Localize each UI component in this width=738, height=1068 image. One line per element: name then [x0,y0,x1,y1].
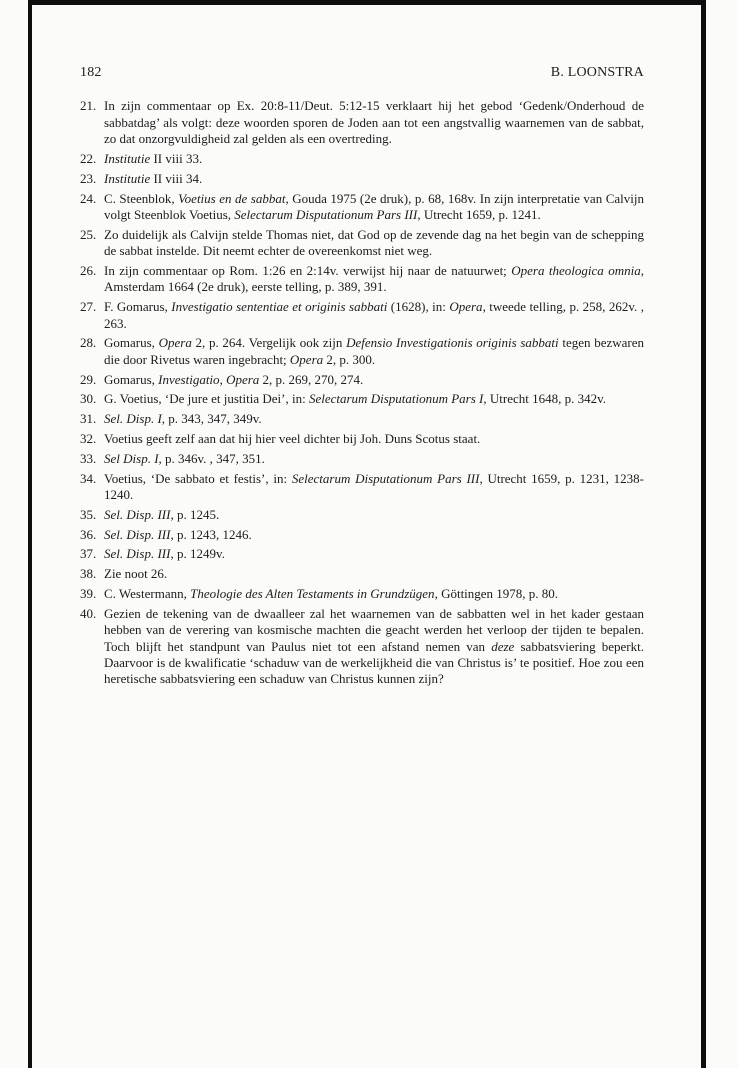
italic-run: Sel. Disp. III [104,546,171,562]
footnote [80,263,644,296]
footnote [80,507,644,523]
italic-run: Sel. Disp. I [104,411,162,427]
footnote-number: 40. [80,605,97,621]
running-head-author: B. LOONSTRA [550,65,644,80]
italic-run: Theologie des Alten Testaments in Grundzügen [190,586,435,601]
footnote [80,227,644,260]
footnote-text [104,263,644,296]
footnote-text [104,299,644,332]
text-run: sabbatsviering beperkt. Daarvoor is de kwalificatie ‘schaduw van de werkelijkheid die van Christus is’ te positief. Hoe zou een heretische sabbatsviering een schaduw van Christus kunnen zijn? [104,638,644,687]
footnote [80,335,644,368]
footnote-text [104,606,644,688]
text-run: , Göttingen 1978, p. 80. [434,586,559,601]
text-run: 2, p. 300. [323,351,376,367]
footnote-number: 23. [80,170,97,186]
footnote-text [104,586,644,602]
footnote-number: 35. [80,506,97,522]
footnote-number: 34. [80,470,97,486]
text-run: In zijn commentaar op Ex. 20:8-11/Deut. 5:12-15 verklaart hij het gebod ‘Gedenk/Onderhoud de sabbatdag’ als volgt: deze woorden sporen de Joden aan tot een angstvallig waarnemen van de sabbat, zo dat onzorgvuldigheid zal gelden als een overtreding. [104,98,644,147]
scan-border-left [28,0,32,1068]
text-run: II viii 33. [150,151,203,167]
italic-run: Sel. Disp. III [104,506,171,522]
italic-run: Sel. Disp. III [104,526,171,542]
italic-run: Selectarum Disputationum Pars III [291,470,480,486]
text-run: Gomarus, [104,371,159,387]
footnote-number: 33. [80,450,97,466]
text-run: , p. 1249v. [170,546,225,562]
page-number: 182 [80,65,102,80]
text-run: , p. 1243, 1246. [170,526,252,542]
italic-run: Opera [226,371,260,387]
footnote-number: 32. [80,431,97,447]
text-run: , Amsterdam 1664 (2e druk), eerste telling, p. 389, 391. [104,263,645,295]
footnote-number: 38. [80,566,97,582]
footnote-number: 29. [80,371,97,387]
text-run: , p. 343, 347, 349v. [161,411,262,427]
italic-run: Institutie [104,170,151,186]
text-run: G. Voetius, ‘De jure et justitia Dei’, in: [104,391,309,407]
text-run: , Gouda 1975 (2e druk), p. 68, 168v. In zijn interpretatie van Calvijn volgt Steenblok Voetius, [104,190,644,223]
text-run: 2, p. 264. Vergelijk ook zijn [191,335,347,351]
italic-run: Investigatio sententiae et originis sabbati [171,299,388,315]
text-run: , p. 346v. , 347, 351. [158,450,265,466]
page-content [80,65,644,691]
text-run: In zijn commentaar op Rom. 1:26 en 2:14v. verwijst hij naar de natuurwet; [104,263,512,279]
text-run: F. Gomarus, [104,299,172,315]
footnote [80,372,644,388]
footnote-text [104,431,644,447]
footnote [80,546,644,562]
italic-run: Investigatio [158,371,220,387]
footnote-number: 28. [80,335,97,351]
text-run: 2, p. 269, 270, 274. [259,371,364,387]
footnote-number: 31. [80,411,97,427]
footnote [80,586,644,602]
footnote-number: 24. [80,190,97,206]
italic-run: Sel Disp. I [104,450,159,466]
footnote-number: 39. [80,586,97,601]
footnote-number: 25. [80,226,97,242]
footnote-number: 27. [80,299,97,315]
footnote [80,98,644,147]
footnote [80,151,644,167]
footnote-text [104,151,644,167]
footnote-text [104,507,644,523]
text-run: Zie noot 26. [104,566,168,582]
footnote-text [104,191,644,224]
footnote-text [104,546,644,562]
text-run: Voetius geeft zelf aan dat hij hier veel dichter bij Joh. Duns Scotus staat. [104,431,481,447]
footnote-text [104,411,644,427]
footnote-text [104,335,644,368]
text-run: , Utrecht 1648, p. 342v. [483,391,607,407]
text-run: , Utrecht 1659, p. 1241. [417,207,541,223]
text-run: , tweede telling, p. 258, 262v. , 263. [104,299,645,331]
text-run: C. Westermann, [104,586,191,601]
footnote [80,191,644,224]
footnote-number: 37. [80,546,97,562]
text-run: , p. 1245. [170,506,220,522]
text-run: Zo duidelijk als Calvijn stelde Thomas niet, dat God op de zevende dag na het begin van de schepping de sabbat instelde. Dit neemt echter de overeenkomst niet weg. [104,226,644,259]
italic-run: Selectarum Disputationum Pars I [308,391,484,407]
footnote-text [104,372,644,388]
footnote-text [104,98,644,147]
italic-run: Opera [289,351,324,367]
footnote [80,566,644,582]
italic-run: Opera [449,299,483,315]
footnote [80,411,644,427]
footnote-list [80,98,644,687]
footnote [80,451,644,467]
italic-run: Voetius en de sabbat [178,190,286,206]
footnote [80,431,644,447]
italic-run: Opera theologica omnia [511,263,641,279]
footnote [80,391,644,407]
text-run: Gomarus, [104,335,159,351]
footnote-number: 30. [80,391,97,407]
footnote-text [104,527,644,543]
footnote [80,299,644,332]
text-run: C. Steenblok, [104,190,179,206]
text-run: (1628), in: [387,299,450,315]
footnote-number: 21. [80,98,97,114]
running-header [80,65,644,81]
scan-border-top [28,0,704,5]
footnote [80,606,644,688]
scan-border-right [701,0,706,1068]
footnote [80,171,644,187]
italic-run: Defensio Investigationis originis sabbati [346,335,559,351]
italic-run: Institutie [104,151,151,167]
italic-run: deze [491,638,515,654]
footnote-text [104,471,644,504]
text-run: , [219,371,227,387]
footnote-number: 36. [80,526,97,542]
footnote [80,471,644,504]
footnote-text [104,391,644,407]
footnote-text [104,566,644,582]
footnote [80,527,644,543]
footnote-text [104,227,644,260]
italic-run: Selectarum Disputationum Pars III [234,207,418,223]
footnote-number: 22. [80,151,97,167]
footnote-text [104,171,644,187]
footnote-text [104,451,644,467]
text-run: Voetius, ‘De sabbato et festis’, in: [104,470,292,486]
italic-run: Opera [158,335,192,351]
text-run: tegen bezwaren die door Rivetus waren ingebracht; [104,335,645,367]
text-run: , Utrecht 1659, p. 1231, 1238-1240. [104,470,645,503]
footnote-number: 26. [80,263,97,279]
text-run: II viii 34. [150,170,203,186]
text-run: Gezien de tekening van de dwaalleer zal het waarnemen van de sabbatten wel in het kader gestaan hebben van de verering van kosmische machten die geacht werden het verloop der tijden te bepalen. Toch blijft het standpunt van Paulus niet tot een afstand nemen van [104,605,644,654]
